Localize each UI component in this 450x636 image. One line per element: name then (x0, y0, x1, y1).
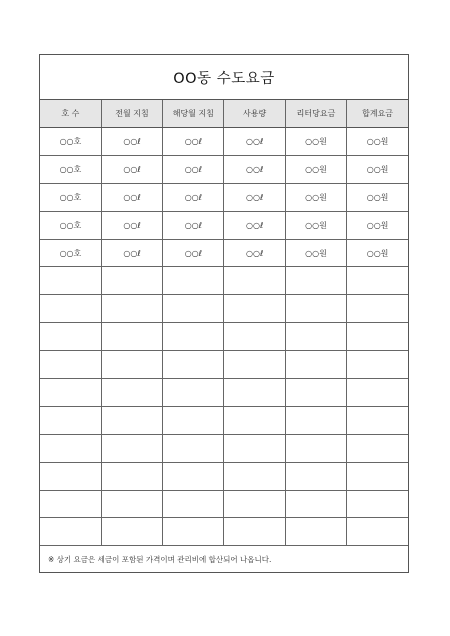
cell-rate (285, 323, 346, 351)
cell-usage (224, 518, 285, 546)
cell-rate (285, 434, 346, 462)
cell-usage (224, 295, 285, 323)
cell-usage: ○○ℓ (224, 128, 285, 156)
cell-prev-reading (101, 295, 162, 323)
cell-rate (285, 490, 346, 518)
cell-current-reading: ○○ℓ (163, 211, 224, 239)
cell-unit (40, 295, 101, 323)
cell-prev-reading (101, 434, 162, 462)
cell-prev-reading (101, 406, 162, 434)
cell-current-reading (163, 406, 224, 434)
cell-total (347, 351, 408, 379)
cell-prev-reading (101, 518, 162, 546)
cell-rate (285, 267, 346, 295)
table-row (40, 434, 408, 462)
cell-prev-reading (101, 490, 162, 518)
cell-current-reading (163, 490, 224, 518)
column-header-usage: 사용량 (224, 100, 285, 128)
cell-prev-reading: ○○ℓ (101, 183, 162, 211)
table-row (40, 351, 408, 379)
cell-unit (40, 267, 101, 295)
cell-usage: ○○ℓ (224, 183, 285, 211)
cell-total (347, 323, 408, 351)
cell-current-reading (163, 462, 224, 490)
cell-unit (40, 323, 101, 351)
cell-unit: ○○호 (40, 211, 101, 239)
cell-rate: ○○원 (285, 128, 346, 156)
table-row (40, 379, 408, 407)
cell-unit: ○○호 (40, 239, 101, 267)
cell-usage (224, 462, 285, 490)
cell-current-reading (163, 434, 224, 462)
title-box (40, 55, 408, 100)
header-row (40, 100, 408, 128)
cell-unit (40, 434, 101, 462)
table-row (40, 323, 408, 351)
cell-unit: ○○호 (40, 155, 101, 183)
cell-prev-reading (101, 323, 162, 351)
cell-prev-reading (101, 462, 162, 490)
table-row (40, 490, 408, 518)
cell-unit (40, 462, 101, 490)
water-bill-form (39, 54, 409, 573)
cell-current-reading: ○○ℓ (163, 239, 224, 267)
column-header-current-reading: 해당월 지침 (163, 100, 224, 128)
column-header-prev-reading: 전월 지침 (101, 100, 162, 128)
cell-total (347, 490, 408, 518)
column-header-rate: 리터당요금 (285, 100, 346, 128)
cell-total: ○○원 (347, 239, 408, 267)
cell-current-reading: ○○ℓ (163, 155, 224, 183)
cell-total (347, 518, 408, 546)
billing-table (40, 100, 408, 573)
cell-total (347, 462, 408, 490)
cell-rate: ○○원 (285, 211, 346, 239)
cell-unit (40, 490, 101, 518)
cell-prev-reading (101, 267, 162, 295)
cell-total (347, 379, 408, 407)
cell-usage: ○○ℓ (224, 155, 285, 183)
table-row (40, 155, 408, 183)
cell-total (347, 295, 408, 323)
page-title: OO동 수도요금 (173, 70, 275, 87)
cell-rate: ○○원 (285, 183, 346, 211)
table-row (40, 406, 408, 434)
table-row (40, 518, 408, 546)
cell-usage: ○○ℓ (224, 211, 285, 239)
cell-total (347, 434, 408, 462)
cell-current-reading (163, 518, 224, 546)
cell-current-reading (163, 351, 224, 379)
cell-usage (224, 434, 285, 462)
table-row (40, 183, 408, 211)
footnote: ※ 상기 요금은 세금이 포함된 가격이며 관리비에 합산되어 나옵니다. (48, 555, 272, 565)
cell-current-reading (163, 295, 224, 323)
cell-rate (285, 295, 346, 323)
cell-prev-reading (101, 351, 162, 379)
cell-unit: ○○호 (40, 128, 101, 156)
note-row (40, 546, 408, 574)
cell-total (347, 267, 408, 295)
cell-prev-reading: ○○ℓ (101, 239, 162, 267)
cell-prev-reading: ○○ℓ (101, 211, 162, 239)
table-row (40, 128, 408, 156)
cell-current-reading: ○○ℓ (163, 183, 224, 211)
cell-rate (285, 351, 346, 379)
cell-current-reading (163, 267, 224, 295)
cell-rate (285, 406, 346, 434)
cell-usage (224, 323, 285, 351)
cell-usage (224, 379, 285, 407)
cell-unit (40, 406, 101, 434)
cell-total: ○○원 (347, 155, 408, 183)
cell-prev-reading: ○○ℓ (101, 155, 162, 183)
cell-unit (40, 351, 101, 379)
cell-current-reading: ○○ℓ (163, 128, 224, 156)
cell-usage: ○○ℓ (224, 239, 285, 267)
cell-unit: ○○호 (40, 183, 101, 211)
cell-rate: ○○원 (285, 239, 346, 267)
cell-rate (285, 518, 346, 546)
table-row (40, 295, 408, 323)
cell-usage (224, 351, 285, 379)
cell-current-reading (163, 323, 224, 351)
table-row (40, 211, 408, 239)
cell-current-reading (163, 379, 224, 407)
cell-usage (224, 490, 285, 518)
table-row (40, 462, 408, 490)
cell-unit (40, 379, 101, 407)
cell-prev-reading (101, 379, 162, 407)
cell-rate: ○○원 (285, 155, 346, 183)
cell-usage (224, 406, 285, 434)
column-header-unit: 호 수 (40, 100, 101, 128)
cell-total: ○○원 (347, 211, 408, 239)
cell-usage (224, 267, 285, 295)
cell-rate (285, 462, 346, 490)
cell-total: ○○원 (347, 183, 408, 211)
column-header-total: 합계요금 (347, 100, 408, 128)
cell-unit (40, 518, 101, 546)
cell-total (347, 406, 408, 434)
cell-rate (285, 379, 346, 407)
cell-prev-reading: ○○ℓ (101, 128, 162, 156)
table-row (40, 239, 408, 267)
cell-total: ○○원 (347, 128, 408, 156)
table-row (40, 267, 408, 295)
